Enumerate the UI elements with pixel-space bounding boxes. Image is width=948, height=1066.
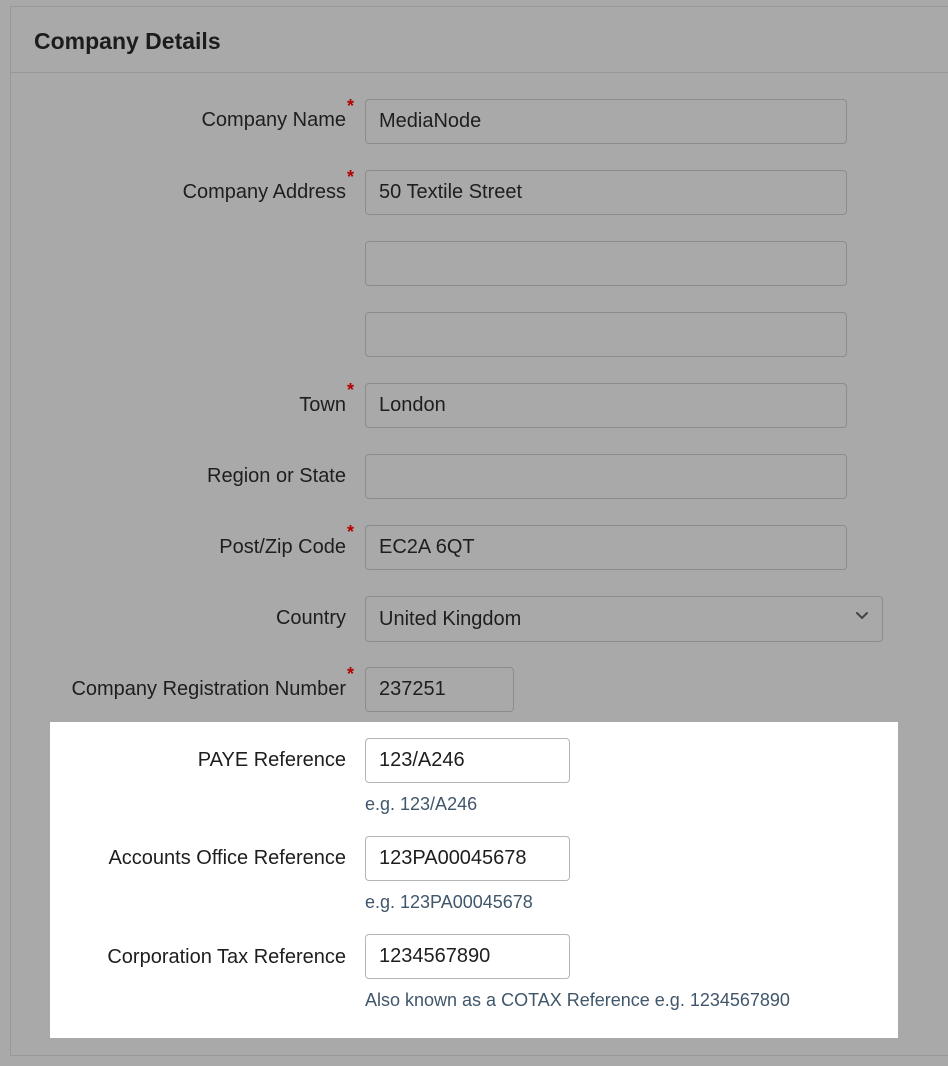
company-address-label: Company Address xyxy=(182,181,346,203)
paye-reference-hint: e.g. 123/A246 xyxy=(365,794,478,814)
registration-number-label: Company Registration Number xyxy=(71,678,346,700)
panel-header xyxy=(11,7,948,73)
country-select[interactable] xyxy=(365,596,883,642)
registration-number-input[interactable] xyxy=(365,667,514,712)
corporation-tax-reference-hint: Also known as a COTAX Reference e.g. 1234567890 xyxy=(365,990,790,1010)
required-marker: * xyxy=(347,96,355,116)
country-select-value[interactable]: United Kingdom xyxy=(365,596,883,642)
paye-reference-label: PAYE Reference xyxy=(197,749,346,771)
postcode-label: Post/Zip Code xyxy=(219,536,346,558)
town-input[interactable] xyxy=(365,383,847,428)
chevron-down-icon xyxy=(855,608,869,622)
company-name-input[interactable] xyxy=(365,99,847,144)
corporation-tax-reference-input[interactable] xyxy=(365,934,570,979)
required-marker: * xyxy=(347,522,355,542)
accounts-office-reference-input[interactable] xyxy=(365,836,570,881)
address-line-3-input[interactable] xyxy=(365,312,847,357)
accounts-office-reference-label: Accounts Office Reference xyxy=(108,847,346,869)
paye-reference-input[interactable] xyxy=(365,738,570,783)
required-marker: * xyxy=(347,380,355,400)
company-name-label: Company Name xyxy=(201,109,346,131)
address-line-2-input[interactable] xyxy=(365,241,847,286)
region-label: Region or State xyxy=(207,465,346,487)
town-label: Town xyxy=(299,394,346,416)
required-marker: * xyxy=(347,664,355,684)
region-input[interactable] xyxy=(365,454,847,499)
address-line-1-input[interactable] xyxy=(365,170,847,215)
corporation-tax-reference-label: Corporation Tax Reference xyxy=(107,946,346,968)
country-label: Country xyxy=(275,607,346,629)
postcode-input[interactable] xyxy=(365,525,847,570)
accounts-office-reference-hint: e.g. 123PA00045678 xyxy=(365,892,533,912)
panel-title: Company Details xyxy=(34,28,221,54)
required-marker: * xyxy=(347,167,355,187)
